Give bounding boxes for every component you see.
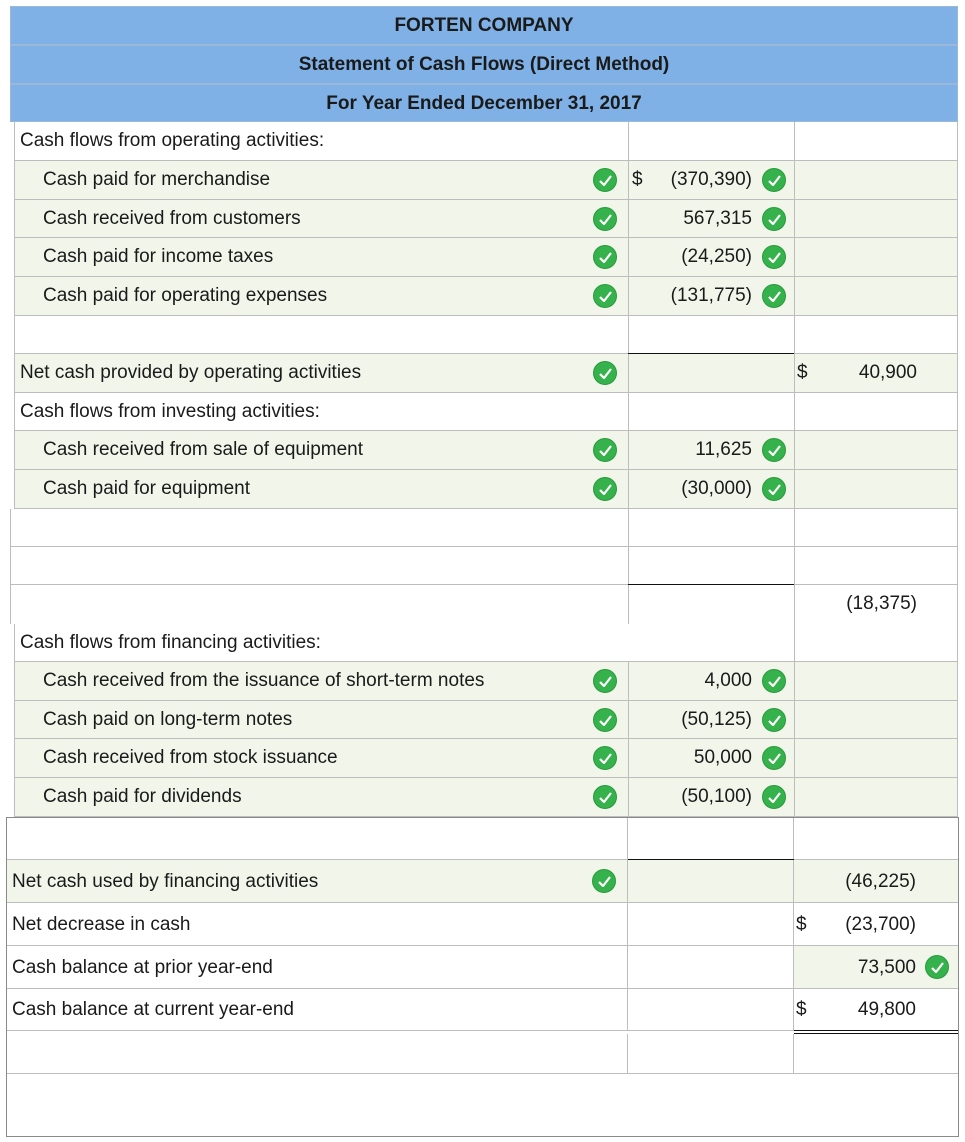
check-icon bbox=[762, 438, 786, 462]
company-name: FORTEN COMPANY bbox=[394, 15, 574, 36]
operating-section-title: Cash flows from operating activities: bbox=[20, 130, 325, 151]
line-item-label: Cash paid for operating expenses bbox=[43, 285, 328, 306]
net-financing-value: (46,225) bbox=[845, 871, 916, 892]
check-icon bbox=[762, 669, 786, 693]
financing-title-row bbox=[14, 624, 958, 662]
amount-value: 4,000 bbox=[704, 670, 752, 691]
line-item-label: Cash received from the issuance of short-term notes bbox=[43, 670, 485, 691]
net-decrease-row bbox=[7, 903, 958, 946]
table-row bbox=[14, 161, 958, 200]
dollar-sign: $ bbox=[797, 362, 808, 383]
check-icon bbox=[593, 361, 617, 385]
empty-input-row[interactable] bbox=[7, 1034, 958, 1074]
net-operating-value: 40,900 bbox=[858, 362, 917, 383]
current-balance-row bbox=[7, 989, 958, 1031]
table-row bbox=[14, 200, 958, 238]
check-icon bbox=[593, 245, 617, 269]
prior-balance-value: 73,500 bbox=[857, 957, 916, 978]
table-row bbox=[14, 354, 958, 393]
table-row bbox=[14, 277, 958, 316]
current-balance-label: Cash balance at current year-end bbox=[12, 999, 294, 1020]
table-row bbox=[14, 701, 958, 739]
net-operating-label: Net cash provided by operating activities bbox=[20, 362, 362, 383]
net-decrease-value: (23,700) bbox=[845, 914, 916, 935]
line-item-label: Cash received from stock issuance bbox=[43, 747, 338, 768]
line-item-label: Cash received from sale of equipment bbox=[43, 439, 363, 460]
prior-balance-row bbox=[7, 946, 958, 989]
dollar-sign: $ bbox=[796, 999, 807, 1020]
line-item-label: Cash received from customers bbox=[43, 208, 301, 229]
check-icon bbox=[593, 746, 617, 770]
amount-value: 50,000 bbox=[693, 747, 752, 768]
amount-value: (30,000) bbox=[681, 478, 752, 499]
line-item-label: Cash paid on long-term notes bbox=[43, 709, 293, 730]
amount-value: (50,125) bbox=[681, 709, 752, 730]
net-financing-label: Net cash used by financing activities bbox=[12, 871, 319, 892]
net-decrease-label: Net decrease in cash bbox=[12, 914, 191, 935]
table-row bbox=[14, 470, 958, 509]
table-row bbox=[7, 860, 958, 903]
check-icon bbox=[593, 438, 617, 462]
operating-title-row bbox=[14, 122, 958, 161]
line-item-label: Cash paid for dividends bbox=[43, 786, 242, 807]
check-icon bbox=[593, 708, 617, 732]
table-row bbox=[14, 739, 958, 778]
check-icon bbox=[593, 168, 617, 192]
check-icon bbox=[593, 477, 617, 501]
amount-value: (50,100) bbox=[681, 786, 752, 807]
check-icon bbox=[593, 207, 617, 231]
amount-value: 567,315 bbox=[683, 208, 752, 229]
check-icon bbox=[593, 284, 617, 308]
line-item-label: Cash paid for income taxes bbox=[43, 246, 274, 267]
investing-section-title: Cash flows from investing activities: bbox=[20, 401, 320, 422]
check-icon bbox=[762, 284, 786, 308]
statement-title-header bbox=[10, 45, 958, 84]
empty-input-row[interactable] bbox=[10, 547, 958, 585]
empty-input-row[interactable] bbox=[7, 818, 958, 860]
amount-value: 11,625 bbox=[695, 439, 752, 460]
dollar-sign: $ bbox=[796, 914, 807, 935]
statement-period: For Year Ended December 31, 2017 bbox=[326, 93, 642, 114]
empty-input-row[interactable] bbox=[10, 509, 958, 547]
check-icon bbox=[592, 869, 616, 893]
dollar-sign: $ bbox=[632, 169, 643, 190]
check-icon bbox=[762, 207, 786, 231]
current-balance-value: 49,800 bbox=[857, 999, 916, 1020]
double-underline-top bbox=[794, 1030, 958, 1031]
check-icon bbox=[762, 477, 786, 501]
line-item-label: Cash paid for merchandise bbox=[43, 169, 271, 190]
investing-title-row bbox=[14, 393, 958, 431]
check-icon bbox=[593, 669, 617, 693]
table-row bbox=[14, 431, 958, 470]
check-icon bbox=[762, 168, 786, 192]
amount-value: (24,250) bbox=[681, 246, 752, 267]
net-investing-value: (18,375) bbox=[846, 593, 917, 614]
table-row bbox=[14, 778, 958, 817]
amount-value: (370,390) bbox=[670, 169, 752, 190]
check-icon bbox=[925, 955, 949, 979]
prior-balance-label: Cash balance at prior year-end bbox=[12, 957, 273, 978]
check-icon bbox=[762, 708, 786, 732]
empty-note-row[interactable] bbox=[7, 1074, 958, 1136]
net-investing-row bbox=[10, 585, 958, 624]
line-item-label: Cash paid for equipment bbox=[43, 478, 251, 499]
table-row bbox=[14, 662, 958, 701]
financing-section-title: Cash flows from financing activities: bbox=[20, 632, 321, 653]
check-icon bbox=[762, 746, 786, 770]
company-name-header bbox=[10, 6, 958, 45]
period-header bbox=[10, 84, 958, 122]
check-icon bbox=[762, 245, 786, 269]
amount-value: (131,775) bbox=[670, 285, 752, 306]
check-icon bbox=[593, 785, 617, 809]
statement-title: Statement of Cash Flows (Direct Method) bbox=[298, 54, 670, 75]
empty-input-row[interactable] bbox=[14, 316, 958, 354]
check-icon bbox=[762, 785, 786, 809]
table-row bbox=[14, 238, 958, 277]
